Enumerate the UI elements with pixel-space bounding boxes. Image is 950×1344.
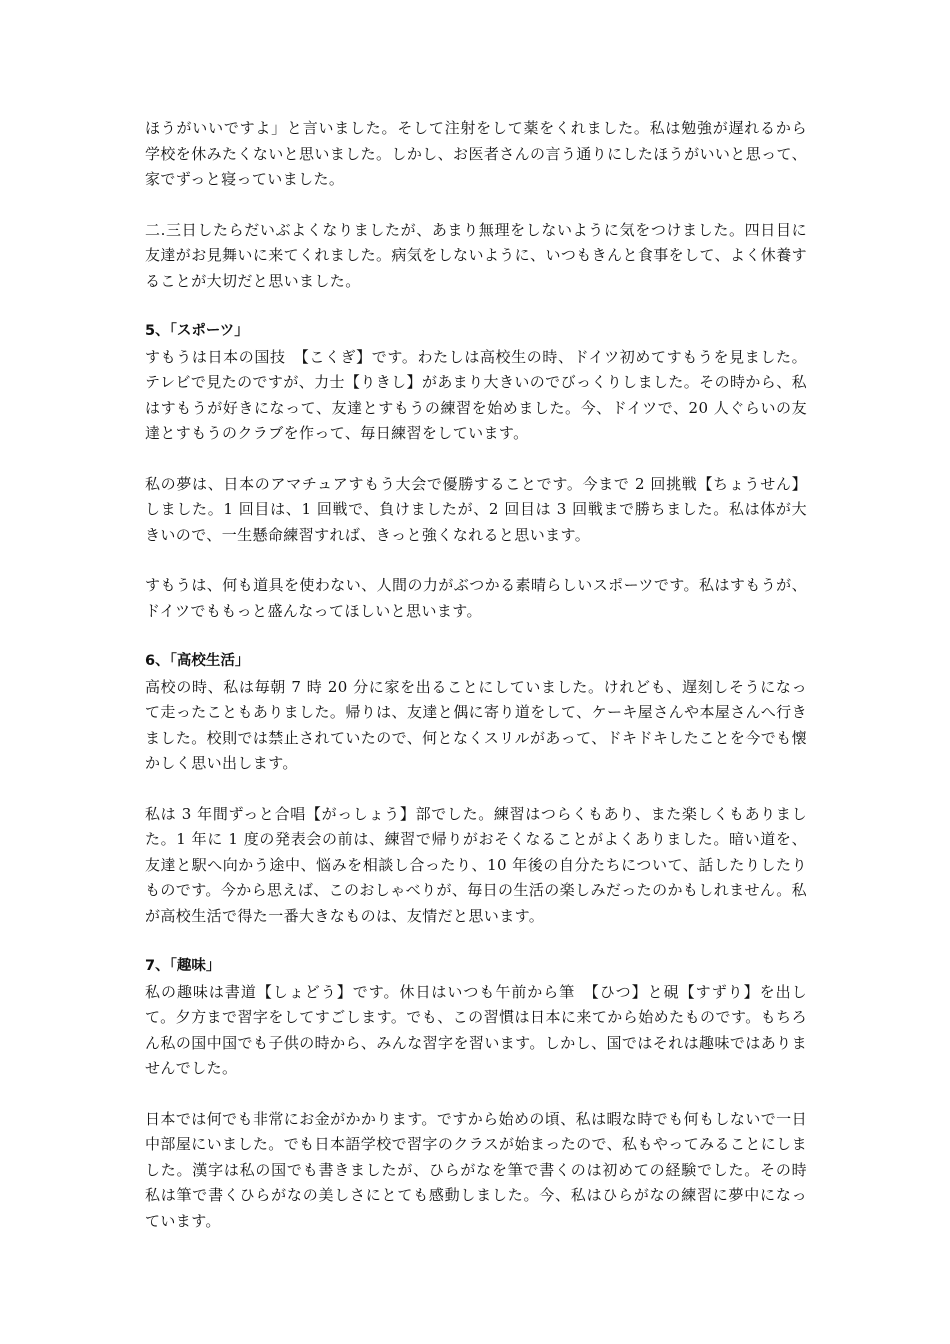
paragraph-gap	[145, 447, 807, 472]
paragraph: 私の夢は、日本のアマチュアすもう大会で優勝することです。今まで 2 回挑戦【ちょうせん】しました。1 回目は、1 回戦で、負けましたが、2 回目は 3 回戦まで勝ちました。私は体が大きいので、一生懸命練習すれば、きっと強くなれると思います。	[145, 474, 807, 544]
paragraph: ほうがいいですよ」と言いました。そして注射をして薬をくれました。私は勉強が遅れるから学校を休みたくないと思いました。しかし、お医者さんの言う通りにしたほうがいいと思って、家でずっと寝っていました。	[145, 119, 807, 188]
paragraph-gap	[145, 777, 807, 802]
document-body	[145, 116, 807, 1234]
section-heading: 5、「スポーツ」	[145, 323, 249, 339]
section-sports	[145, 319, 807, 649]
section-heading: 7、「趣味」	[145, 958, 221, 974]
paragraph: 二.三日したらだいぶよくなりましたが、あまり無理をしないように気をつけました。四日目に友達がお見舞いに来てくれました。病気をしないように、いつもきんと食事をして、よく休養することが大切だと思いました。	[145, 220, 807, 290]
paragraph: すもうは日本の国技 【こくぎ】です。わたしは高校生の時、ドイツ初めてすもうを見ました。テレビで見たのですが、力士【りきし】があまり大きいのでびっくりしました。その時から、私はすもうが好きになって、友達とすもうの練習を始めました。今、ドイツで、20 人ぐらいの友達とすもうのクラブを作って、毎日練習をしています。	[145, 347, 807, 442]
section-high-school-life	[145, 649, 807, 954]
paragraph-gap	[145, 929, 807, 954]
paragraph-gap	[145, 193, 807, 218]
paragraph-gap	[145, 624, 807, 649]
paragraph-gap	[145, 1082, 807, 1107]
section-hobby	[145, 954, 807, 1234]
paragraph-gap	[145, 548, 807, 573]
section-heading: 6、「高校生活」	[145, 653, 250, 669]
paragraph-gap	[145, 294, 807, 319]
paragraph: 私の趣味は書道【しょどう】です。休日はいつも午前から筆 【ひつ】と硯【すずり】を出して。夕方まで習字をしてすごします。でも、この習慣は日本に来てから始めたものです。もちろん私の国中国でも子供の時から、みんな習字を習います。しかし、国ではそれは趣味ではありませんでした。	[145, 982, 807, 1077]
paragraph: 私は 3 年間ずっと合唱【がっしょう】部でした。練習はつらくもあり、また楽しくもありました。1 年に 1 度の発表会の前は、練習で帰りがおそくなることがよくありました。暗い道を、友達と駅へ向かう途中、悩みを相談し合ったり、10 年後の自分たちについて、話したりしたりものです。今から思えば、このおしゃべりが、毎日の生活の楽しみだったのかもしれません。私が高校生活で得た一番大きなものは、友情だと思います。	[145, 804, 807, 925]
paragraph: すもうは、何も道具を使わない、人間の力がぶつかる素晴らしいスポーツです。私はすもうが、ドイツでももっと盛んなってほしいと思います。	[145, 576, 807, 620]
paragraph: 日本では何でも非常にお金がかかります。ですから始めの頃、私は暇な時でも何もしないで一日中部屋にいました。でも日本語学校で習字のクラスが始まったので、私もやってみることにしました。漢字は私の国でも書きましたが、ひらがなを筆で書くのは初めての経験でした。その時私は筆で書くひらがなの美しさにとても感動しました。今、私はひらがなの練習に夢中になっています。	[145, 1109, 807, 1230]
paragraph: 高校の時、私は毎朝 7 時 20 分に家を出ることにしていました。けれども、遅刻しそうになって走ったこともありました。帰りは、友達と偶に寄り道をして、ケーキ屋さんや本屋さんへ行きました。校則では禁止されていたので、何となくスリルがあって、ドキドキしたことを今でも懐かしく思い出します。	[145, 677, 807, 772]
